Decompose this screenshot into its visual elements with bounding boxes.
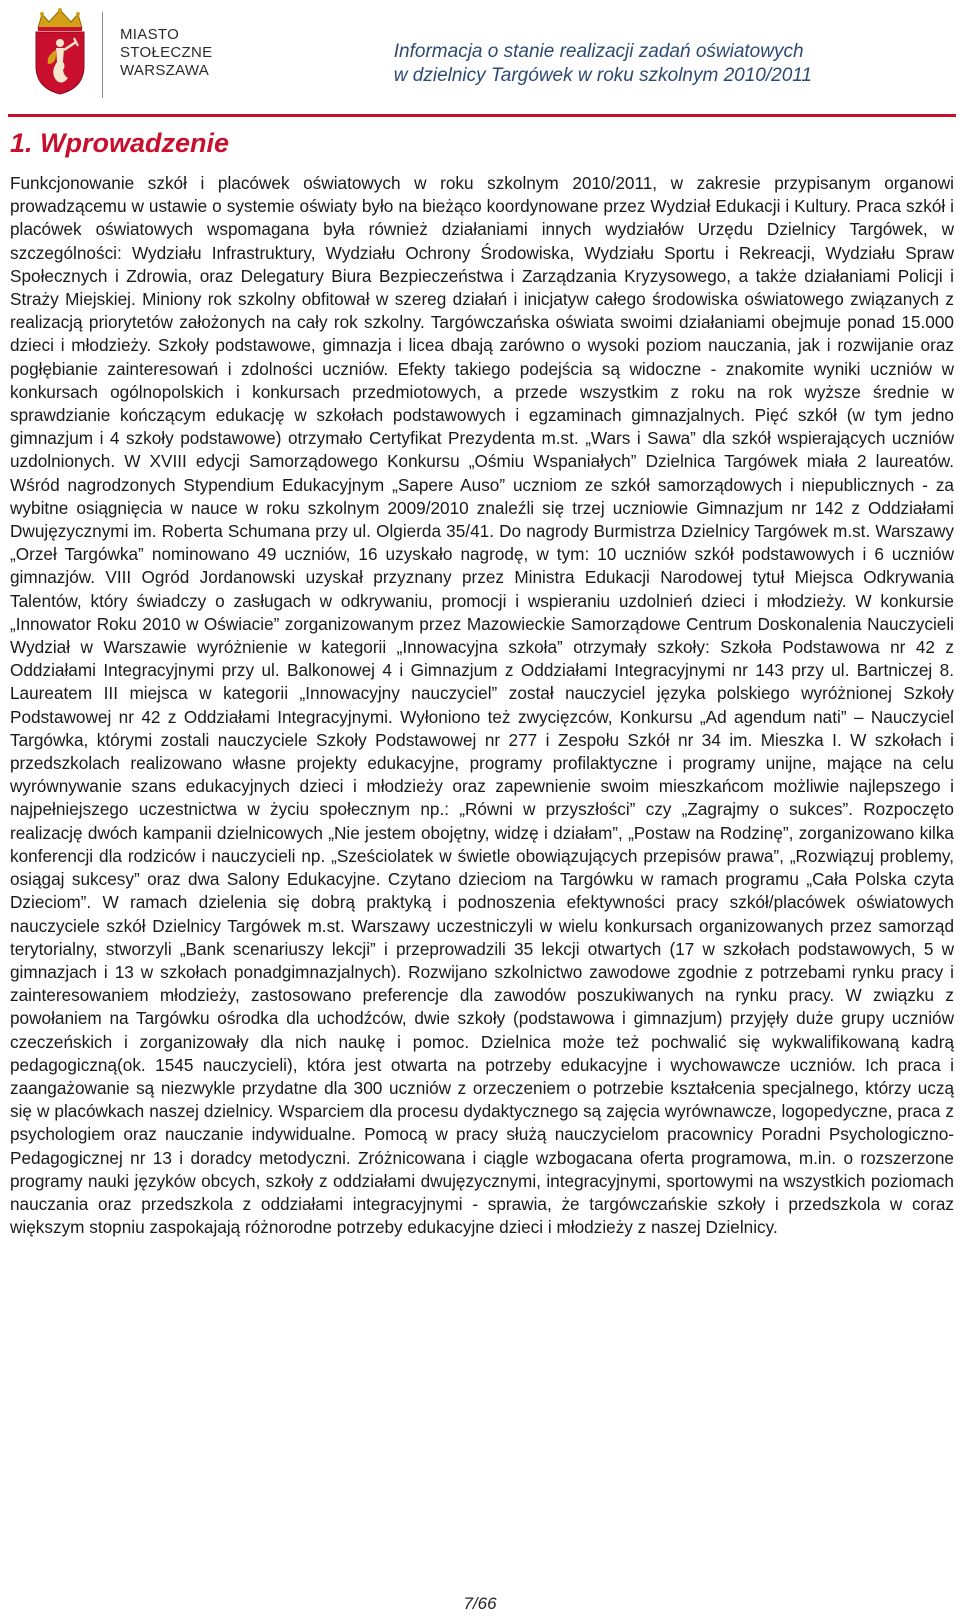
document-header-title (394, 40, 812, 88)
logo-line-1: MIASTO (120, 26, 180, 43)
page-number: 7/66 (463, 1594, 497, 1613)
city-logo-text (120, 26, 240, 80)
section-title: 1. Wprowadzenie (10, 128, 230, 158)
logo-line-3: WARSZAWA (120, 62, 210, 79)
header-title-line-2: w dzielnicy Targówek w roku szkolnym 2010/2011 (393, 65, 812, 86)
section-body-paragraph: Funkcjonowanie szkół i placówek oświatowych w roku szkolnym 2010/2011, w zakresie przypisanym organowi prowadzącemu w ustawie o systemie oświaty było na bieżąco koordynowane przez Wydział Edukacji i Kultury. Praca szkół i placówek oświatowych wspomagana była również działaniami innych wydziałów Urzędu Dzielnicy Targówek, w szczególności: Wydziału Infrastruktury, Wydziału Ochrony Środowiska, Wydziału Sportu i Rekreacji, Wydziału Spraw Społecznych i Zdrowia, oraz Delegatury Biura Bezpieczeństwa i Zarządzania Kryzysowego, a także działaniami Policji i Straży Miejskiej. Miniony rok szkolny obfitował w szereg działań i inicjatyw całego środowiska oświatowego związanych z realizacją priorytetów założonych na cały rok szkolny. Targówczańska oświata swoimi działaniami obejmuje ponad 15.000 dzieci i młodzieży. Szkoły podstawowe, gimnazja i licea dbają zarówno o wysoki poziom nauczania, jak i rozwijanie oraz pogłębianie zainteresowań i zdolności uczniów. Efekty takiego podejścia są widoczne - znakomite wyniki uczniów w konkursach ogólnopolskich i konkursach przedmiotowych, a przede wszystkim z roku na rok wyższe średnie w sprawdzianie kończącym edukację w szkołach podstawowych i egzaminach gimnazjalnych. Pięć szkół (w tym jedno gimnazjum i 4 szkoły podstawowe) otrzymało Certyfikat Prezydenta m.st. „Wars i Sawa” dla szkół wspierających uczniów uzdolnionych. W XVIII edycji Samorządowego Konkursu „Ośmiu Wspaniałych” Dzielnica Targówek miała 2 laureatów. Wśród nagrodzonych Stypendium Edukacyjnym „Sapere Auso” uczniom ze szkół samorządowych i niepublicznych - za wybitne osiągnięcia w nauce w roku szkolnym 2009/2010 znaleźli się trzej uczniowie Gimnazjum nr 142 z Oddziałami Dwujęzycznymi im. Roberta Schumana przy ul. Olgierda 35/41. Do nagrody Burmistrza Dzielnicy Targówek m.st. Warszawy „Orzeł Targówka” nominowano 49 uczniów, 16 uzyskało nagrodę, w tym: 10 uczniów szkół podstawowych i 6 uczniów gimnazjów. VIII Ogród Jordanowski uzyskał przyznany przez Ministra Edukacji Narodowej tytuł Miejsca Odkrywania Talentów, który świadczy o zasługach w odkrywaniu, promocji i wspieraniu uzdolnień dzieci i młodzieży. W konkursie „Innowator Roku 2010 w Oświacie” zorganizowanym przez Mazowieckie Samorządowe Centrum Doskonalenia Nauczycieli Wydział w Warszawie wyróżnienie w kategorii „Innowacyjna szkoła” otrzymały szkoły: Szkoła Podstawowa nr 42 z Oddziałami Integracyjnymi przy ul. Balkonowej 4 i Gimnazjum z Oddziałami Integracyjnymi nr 143 przy ul. Bartniczej 8. Laureatem III miejsca w kategorii „Innowacyjny nauczyciel” został nauczyciel języka polskiego wyróżnionej Szkoły Podstawowej nr 42 z Oddziałami Integracyjnymi. Wyłoniono też zwycięzców, Konkursu „Ad agendum nati” – Nauczyciel Targówka, którymi zostali nauczyciele Szkoły Podstawowej nr 277 i Zespołu Szkół nr 34 im. Mieszka I. W szkołach i przedszkolach realizowano własne projekty edukacyjne, programy profilaktyczne i programy unijne, mające na celu wyrównywanie szans edukacyjnych dzieci i młodzieży oraz zapewnienie swoim mieszkańcom możliwie najlepszego i najpełniejszego uczestnictwa w życiu społecznym np.: „Równi w przyszłości” czy „Zagrajmy o sukces”. Rozpoczęto realizację dwóch kampanii dzielnicowych „Nie jestem obojętny, widzę i działam”, „Postaw na Rodzinę”, zorganizowano kilka konferencji dla rodziców i nauczycieli np. „Sześciolatek w świetle obowiązujących przepisów prawa”, „Rozwiązuj problemy, osiągaj sukcesy” oraz dwa Salony Edukacyjne. Czytano dzieciom na Targówku w ramach programu „Cała Polska czyta Dzieciom”. W ramach dzielenia się dobrą praktyką i podnoszenia efektywności pracy szkół/placówek oświatowych nauczyciele szkół Dzielnicy Targówek m.st. Warszawy uczestniczyli w wielu konkursach organizowanych przez samorząd terytorialny, stworzyli „Bank scenariuszy lekcji” i przeprowadzili 35 lekcji otwartych (17 w szkołach podstawowych, 5 w gimnazjach i 13 w szkołach ponadgimnazjalnych). Rozwijano szkolnictwo zawodowe zgodnie z potrzebami rynku pracy i zainteresowaniem młodzieży, zastosowano preferencje dla zawodów poszukiwanych na rynku pracy. W związku z powołaniem na Targówku ośrodka dla uchodźców, dwie szkoły (podstawowa i gimnazjum) przyjęły duże grupy uczniów czeczeńskich i zorganizowały dla nich naukę i pomoc. Dzielnica może też pochwalić się wykwalifikowaną kadrą pedagogiczną(ok. 1545 nauczycieli), która jest otwarta na potrzeby edukacyjne i wychowawcze uczniów. Ich praca i zaangażowanie są niezwykle przydatne dla 300 uczniów z orzeczeniem o potrzebie kształcenia specjalnego, którzy uczą się w placówkach naszej dzielnicy. Wsparciem dla procesu dydaktycznego są zajęcia wyrównawcze, logopedyczne, praca z psychologiem oraz nauczanie indywidualne. Pomocą w pracy służą nauczycielom pracownicy Poradni Psychologiczno-Pedagogicznej nr 13 i doradcy metodyczni. Zróżnicowana i ciągle wzbogacana oferta programowa, m.in. o rozszerzone programy nauki języków obcych, szkoły z oddziałami dwujęzycznymi, integracyjnymi, sportowymi na wszystkich poziomach nauczania oraz przedszkola z oddziałami integracyjnymi - sprawia, że targówczańskie szkoły i przedszkola w coraz większym stopniu zaspokajają różnorodne potrzeby edukacyjne dzieci i młodzieży z naszej Dzielnicy. (10, 173, 954, 1238)
header-rule (8, 114, 956, 117)
logo-divider (102, 12, 103, 98)
logo-line-2: STOŁECZNE (120, 44, 213, 61)
header-title-line-1: Informacja o stanie realizacji zadań oświatowych (393, 41, 804, 62)
warsaw-mermaid-coat-of-arms-icon (30, 6, 90, 96)
page-header (0, 0, 960, 118)
